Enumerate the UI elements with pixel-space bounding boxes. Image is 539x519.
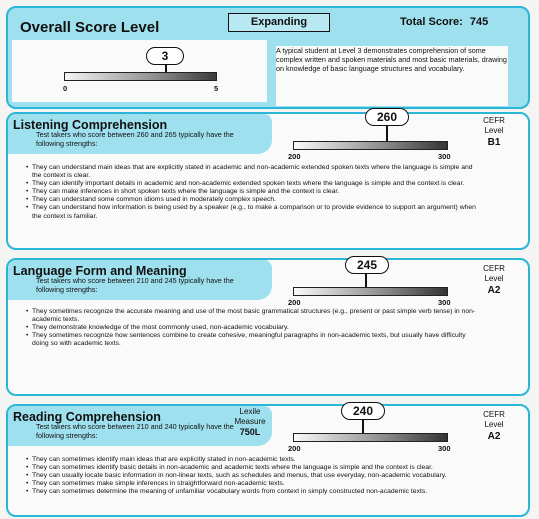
score-bubble: 240 bbox=[341, 402, 385, 420]
cefr-label-2: Level bbox=[484, 274, 504, 283]
score-bar bbox=[293, 433, 448, 442]
overall-description: A typical student at Level 3 demonstrates comprehension of some complex written and spoken materials and most basic materials, drawing on knowledge of basic language structures and vocabulary. bbox=[276, 46, 508, 106]
overall-scale-min: 0 bbox=[63, 84, 68, 93]
section-intro: Test takers who score between 210 and 245 typically have the following strengths: bbox=[36, 276, 234, 294]
score-bubble: 245 bbox=[345, 256, 389, 274]
list-item: • They can sometimes identify basic details in non-academic and academic texts where the language is simple and the context is clear. bbox=[26, 464, 481, 472]
list-item: • They can sometimes identify main ideas that are explicitly stated in non-academic texts. bbox=[26, 456, 481, 464]
total-score-label: Total Score: bbox=[400, 16, 463, 28]
level-label-box: Expanding bbox=[228, 13, 330, 32]
overall-score-panel bbox=[6, 6, 530, 109]
list-item: • They can identify important details in academic and non-academic extended spoken texts where the language is simple and the context is clear. bbox=[26, 180, 481, 188]
scale-max: 300 bbox=[438, 152, 451, 161]
overall-title: Overall Score Level bbox=[20, 19, 160, 36]
cefr-label-1: CEFR bbox=[483, 410, 505, 419]
scale-max: 300 bbox=[438, 298, 451, 307]
scale-min: 200 bbox=[288, 444, 301, 453]
section-title: Language Form and Meaning bbox=[13, 264, 187, 278]
overall-level-bar bbox=[64, 72, 217, 81]
total-score bbox=[400, 16, 488, 28]
strengths-list bbox=[26, 456, 481, 496]
cefr-value: A2 bbox=[487, 431, 501, 442]
list-item: • They can understand some common idioms used in moderately complex speech. bbox=[26, 196, 481, 204]
cefr-level bbox=[474, 116, 514, 148]
strengths-list bbox=[26, 164, 481, 221]
score-pointer bbox=[362, 420, 364, 433]
list-item: • They can sometimes determine the meaning of unfamiliar vocabulary words from context in simply constructed non-academic texts. bbox=[26, 488, 481, 496]
list-item: • They can sometimes make simple inferences in straightforward non-academic texts. bbox=[26, 480, 481, 488]
listening-section bbox=[6, 112, 530, 250]
overall-level-bubble: 3 bbox=[146, 47, 184, 65]
cefr-label-1: CEFR bbox=[483, 116, 505, 125]
lexile-label-1: Lexile bbox=[239, 407, 261, 416]
strengths-list bbox=[26, 308, 481, 348]
lexile-measure bbox=[228, 407, 272, 438]
cefr-value: A2 bbox=[487, 285, 501, 296]
reading-section bbox=[6, 404, 530, 517]
score-bar bbox=[293, 141, 448, 150]
scale-min: 200 bbox=[288, 152, 301, 161]
list-item: • They can usually locate basic information in non-linear texts, such as schedules and menus, that use everyday, non-academic vocabulary. bbox=[26, 472, 481, 480]
list-item: • They sometimes recognize the accurate meaning and use of the most basic grammatical structures (e.g., present or past simple verb tense) in non-academic texts. bbox=[26, 308, 481, 324]
score-bubble: 260 bbox=[365, 108, 409, 126]
language-form-section bbox=[6, 258, 530, 396]
list-item: • They sometimes recognize how sentences combine to create cohesive, meaningful paragraphs in non-academic texts, but usually have difficulty doing so with academic texts. bbox=[26, 332, 481, 348]
cefr-label-1: CEFR bbox=[483, 264, 505, 273]
section-header bbox=[8, 114, 272, 154]
overall-scale-max: 5 bbox=[214, 84, 219, 93]
score-pointer bbox=[386, 126, 388, 141]
score-pointer bbox=[365, 274, 367, 287]
section-title: Listening Comprehension bbox=[13, 118, 168, 132]
cefr-level bbox=[474, 410, 514, 442]
section-intro: Test takers who score between 210 and 240 typically have the following strengths: bbox=[36, 422, 234, 440]
score-bar bbox=[293, 287, 448, 296]
list-item: • They demonstrate knowledge of the most commonly used, non-academic vocabulary. bbox=[26, 324, 481, 332]
cefr-level bbox=[474, 264, 514, 296]
scale-max: 300 bbox=[438, 444, 451, 453]
list-item: • They can understand main ideas that are explicitly stated in academic and non-academic extended spoken texts where the language is simple and the context is clear. bbox=[26, 164, 481, 180]
section-title: Reading Comprehension bbox=[13, 410, 161, 424]
lexile-label-2: Measure bbox=[234, 417, 266, 426]
total-score-value: 745 bbox=[469, 16, 489, 28]
cefr-value: B1 bbox=[487, 137, 501, 148]
section-header bbox=[8, 260, 272, 300]
list-item: • They can make inferences in short spoken texts where the language is simple and the context is clear. bbox=[26, 188, 481, 196]
lexile-value: 750L bbox=[239, 427, 261, 437]
cefr-label-2: Level bbox=[484, 126, 504, 135]
cefr-label-2: Level bbox=[484, 420, 504, 429]
overall-scale-area bbox=[12, 40, 267, 102]
section-intro: Test takers who score between 260 and 265 typically have the following strengths: bbox=[36, 130, 234, 148]
scale-min: 200 bbox=[288, 298, 301, 307]
list-item: • They can understand how information is being used by a speaker (e.g., to make a comparison or to provide evidence to support an argument) when the context is familiar. bbox=[26, 204, 481, 220]
